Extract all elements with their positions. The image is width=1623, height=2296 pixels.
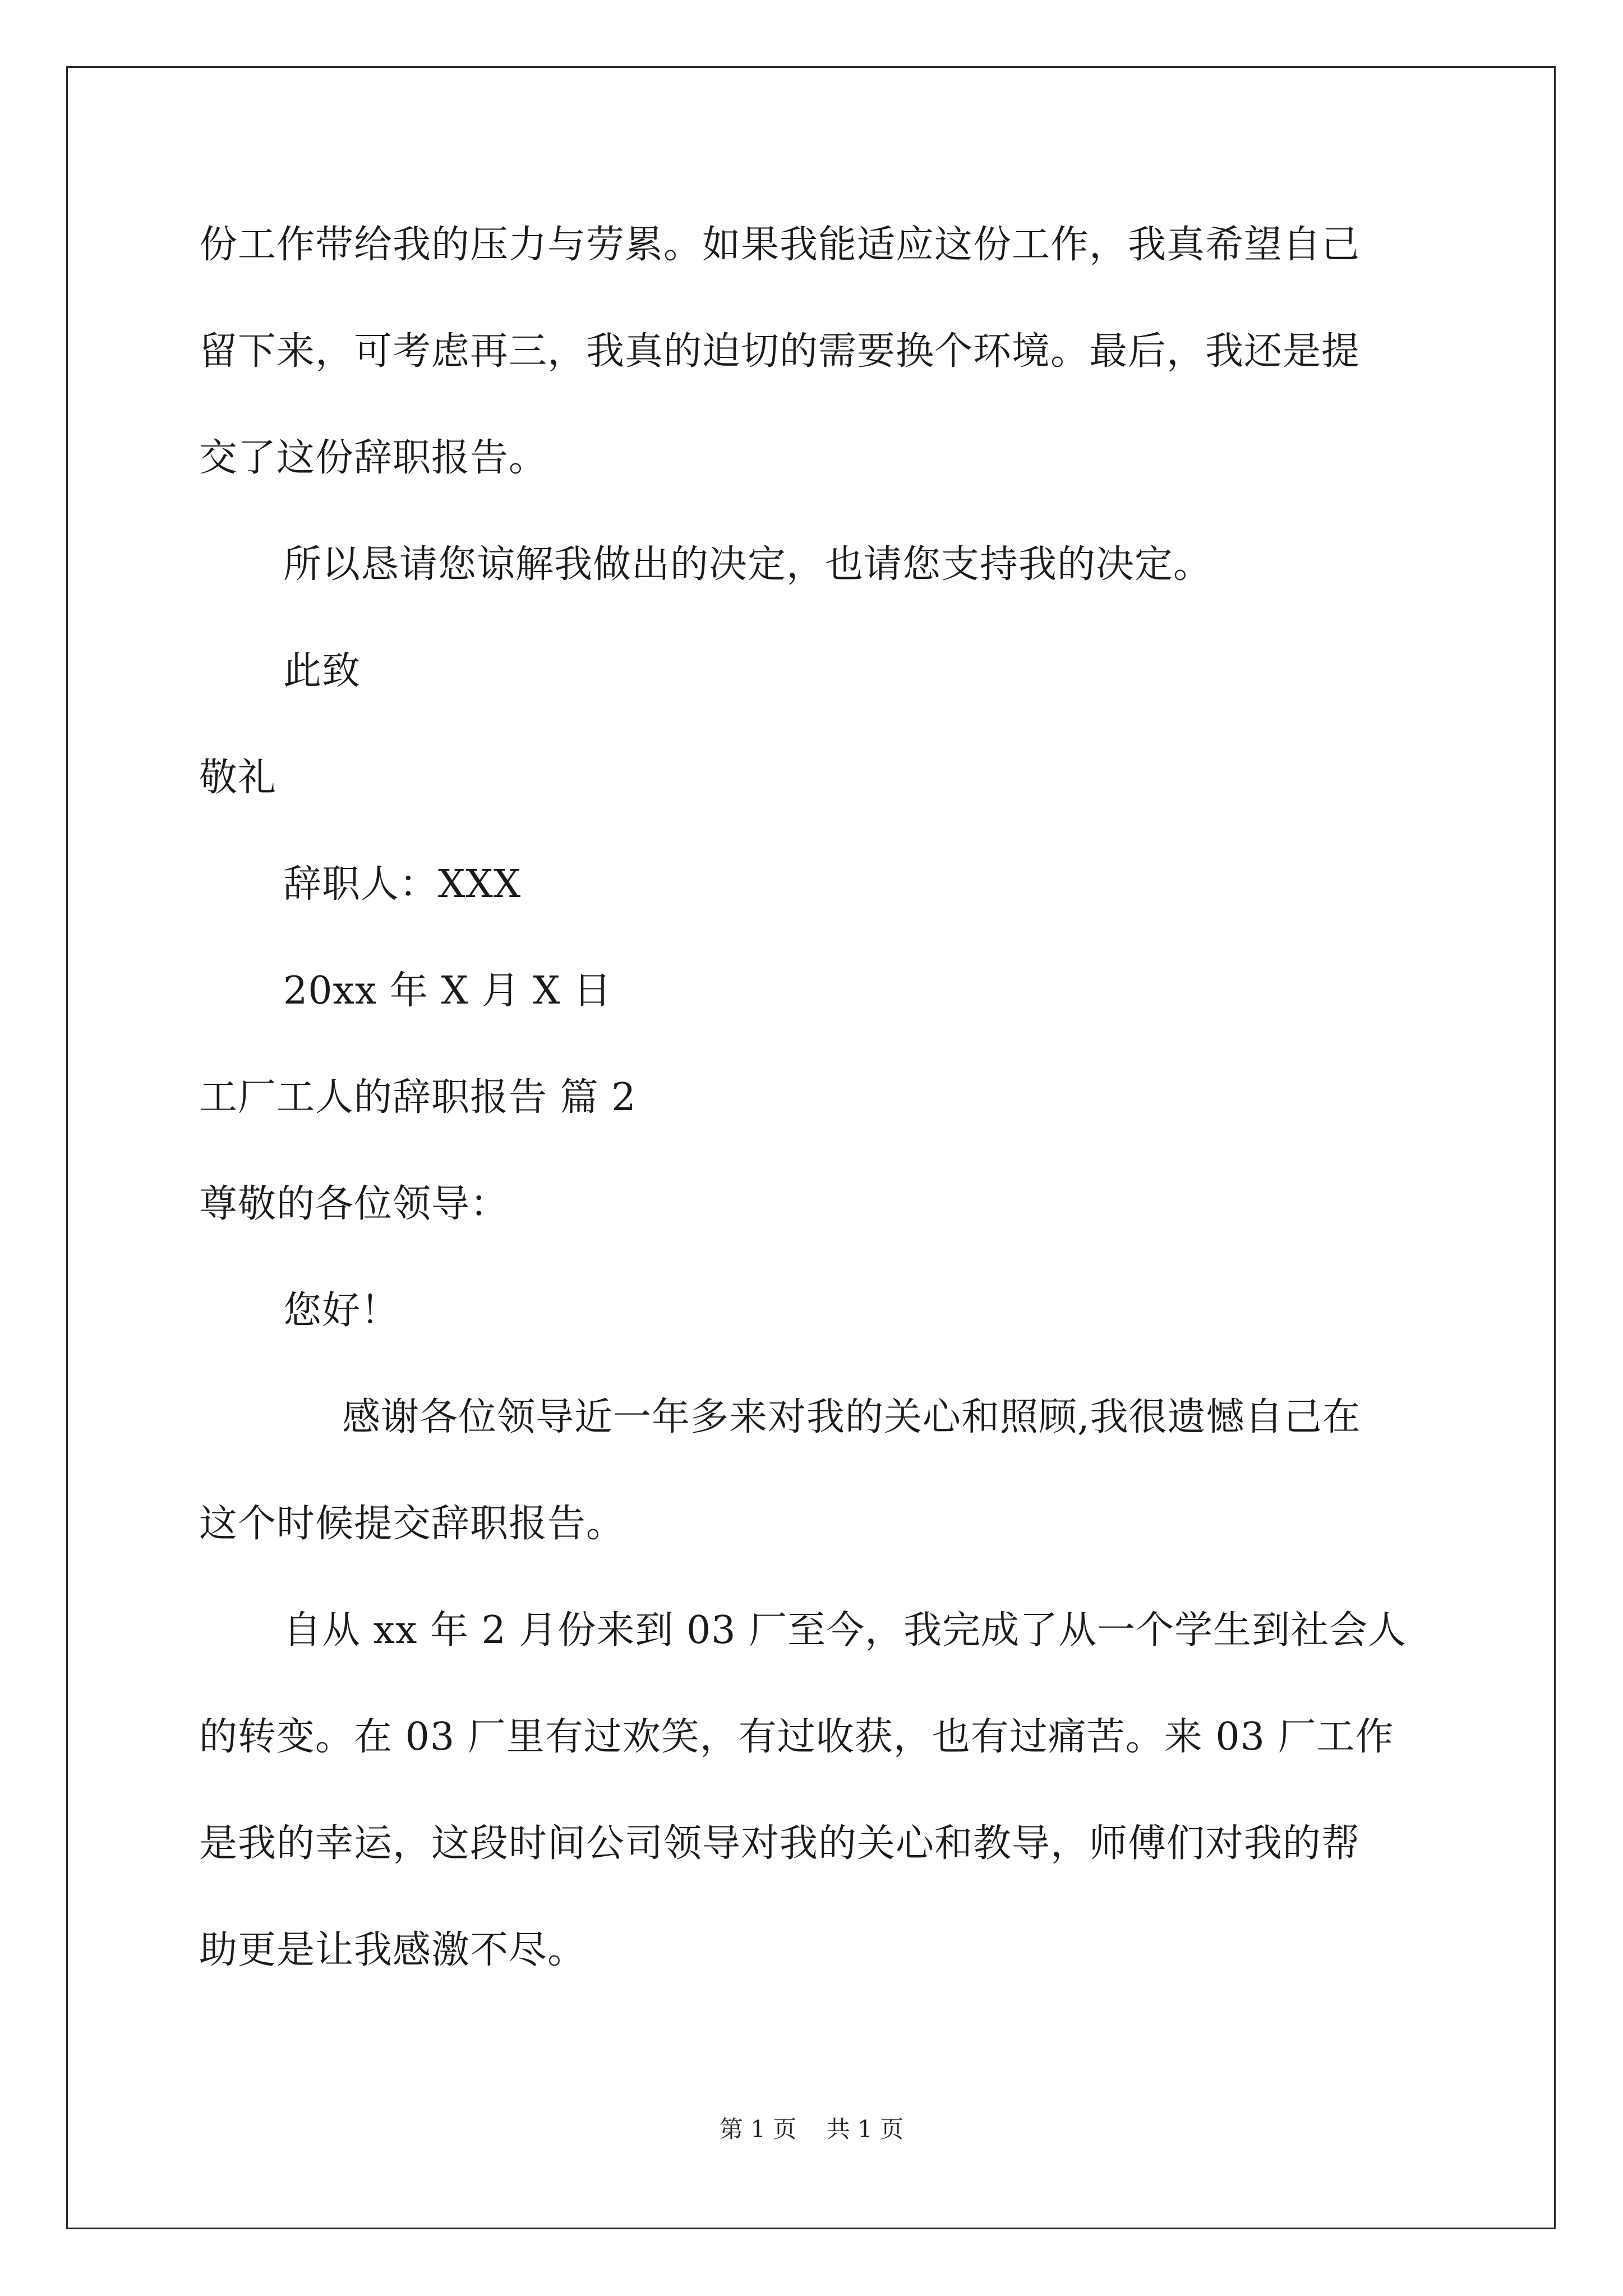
greeting-line: 您好！ — [283, 1289, 400, 1333]
greeting-line: 尊敬的各位领导： — [199, 1182, 509, 1226]
page-border — [66, 66, 1556, 2229]
body-line: 是我的幸运，这段时间公司领导对我的关心和教导，师傅们对我的帮 — [199, 1821, 1361, 1866]
body-line: 的转变。在 03 厂里有过欢笑，有过收获，也有过痛苦。来 03 厂工作 — [199, 1715, 1394, 1759]
body-line: 自从 xx 年 2 月份来到 03 厂至今，我完成了从一个学生到社会人 — [283, 1608, 1407, 1653]
section-heading: 工厂工人的辞职报告 篇 2 — [199, 1075, 637, 1120]
date-line: 20xx 年 X 月 X 日 — [283, 969, 612, 1013]
body-line: 份工作带给我的压力与劳累。如果我能适应这份工作，我真希望自己 — [199, 223, 1361, 267]
body-line: 交了这份辞职报告。 — [199, 436, 548, 480]
signature-line: 辞职人：XXX — [283, 862, 522, 907]
body-line: 留下来，可考虑再三，我真的迫切的需要换个环境。最后，我还是提 — [199, 329, 1361, 374]
body-line: 所以恳请您谅解我做出的决定，也请您支持我的决定。 — [283, 542, 1212, 587]
body-line: 这个时候提交辞职报告。 — [199, 1502, 625, 1546]
closing-line: 此致 — [283, 649, 361, 693]
salutation-line: 敬礼 — [199, 756, 277, 800]
page-number-footer: 第 1 页 共 1 页 — [719, 2115, 904, 2143]
body-line: 助更是让我感激不尽。 — [199, 1928, 587, 1972]
body-line: 感谢各位领导近一年多来对我的关心和照顾,我很遗憾自己在 — [342, 1395, 1361, 1439]
